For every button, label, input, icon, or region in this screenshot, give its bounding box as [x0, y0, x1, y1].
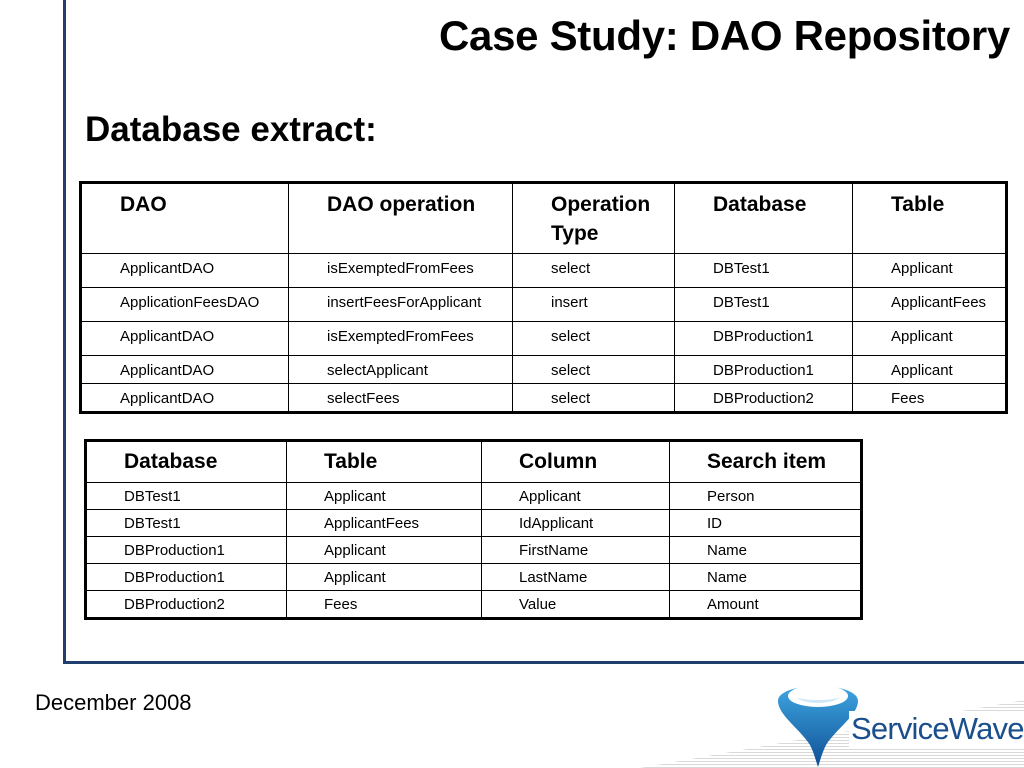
table-cell: insertFeesForApplicant: [289, 288, 513, 322]
table-cell: LastName: [482, 564, 670, 591]
table-cell: insert: [513, 288, 675, 322]
table-cell: Applicant: [482, 483, 670, 510]
table-row: [81, 322, 1007, 356]
table-cell: DBProduction1: [86, 564, 287, 591]
table-cell: DBProduction1: [675, 322, 853, 356]
column-table-header: Database: [86, 441, 287, 483]
table-row: [86, 537, 862, 564]
table-cell: select: [513, 254, 675, 288]
bottom-rule-line: [63, 661, 1024, 664]
footer-date: December 2008: [35, 690, 192, 715]
column-table-header: Search item: [670, 441, 862, 483]
table-cell: ApplicationFeesDAO: [81, 288, 289, 322]
dao-table-header: Operation Type: [513, 183, 675, 254]
dao-table-header: DAO operation: [289, 183, 513, 254]
dao-table-header: Table: [853, 183, 1007, 254]
table-row: [86, 564, 862, 591]
table-cell: Value: [482, 591, 670, 619]
table-cell: DBTest1: [86, 483, 287, 510]
table-cell: selectFees: [289, 384, 513, 413]
table-cell: selectApplicant: [289, 356, 513, 384]
left-rule-line: [63, 0, 66, 663]
table-row: [86, 483, 862, 510]
table-cell: isExemptedFromFees: [289, 254, 513, 288]
table-cell: DBProduction1: [675, 356, 853, 384]
table-cell: Applicant: [853, 254, 1007, 288]
column-table-header: Column: [482, 441, 670, 483]
table-cell: select: [513, 384, 675, 413]
table-cell: DBProduction2: [86, 591, 287, 619]
column-table: [84, 439, 863, 620]
table-cell: DBTest1: [86, 510, 287, 537]
table-cell: ID: [670, 510, 862, 537]
table-cell: Name: [670, 537, 862, 564]
dao-table: [79, 181, 1008, 414]
table-cell: isExemptedFromFees: [289, 322, 513, 356]
table-row: [86, 510, 862, 537]
table-cell: Applicant: [287, 564, 482, 591]
column-table-header-row: [86, 441, 862, 483]
table-cell: Person: [670, 483, 862, 510]
table-row: [86, 591, 862, 619]
table-row: [81, 288, 1007, 322]
table-row: [81, 254, 1007, 288]
table-cell: ApplicantDAO: [81, 254, 289, 288]
table-cell: ApplicantDAO: [81, 384, 289, 413]
table-cell: Applicant: [287, 537, 482, 564]
table-cell: DBProduction1: [86, 537, 287, 564]
column-table-header: Table: [287, 441, 482, 483]
section-subtitle: Database extract:: [85, 110, 377, 149]
table-row: [81, 384, 1007, 413]
table-cell: Applicant: [853, 322, 1007, 356]
table-cell: DBTest1: [675, 254, 853, 288]
table-cell: select: [513, 356, 675, 384]
servicewave-logo-text: ServiceWave: [849, 711, 1024, 747]
table-cell: DBProduction2: [675, 384, 853, 413]
table-cell: ApplicantFees: [287, 510, 482, 537]
table-cell: DBTest1: [675, 288, 853, 322]
dao-table-header-row: [81, 183, 1007, 254]
table-cell: Applicant: [287, 483, 482, 510]
table-cell: Applicant: [853, 356, 1007, 384]
table-cell: Fees: [287, 591, 482, 619]
page-title: Case Study: DAO Repository: [439, 12, 1010, 59]
table-cell: IdApplicant: [482, 510, 670, 537]
dao-table-header: Database: [675, 183, 853, 254]
dao-table-header: DAO: [81, 183, 289, 254]
table-cell: Amount: [670, 591, 862, 619]
table-cell: FirstName: [482, 537, 670, 564]
table-row: [81, 356, 1007, 384]
table-cell: Name: [670, 564, 862, 591]
table-cell: ApplicantDAO: [81, 322, 289, 356]
table-cell: Fees: [853, 384, 1007, 413]
table-cell: ApplicantFees: [853, 288, 1007, 322]
table-cell: ApplicantDAO: [81, 356, 289, 384]
table-cell: select: [513, 322, 675, 356]
